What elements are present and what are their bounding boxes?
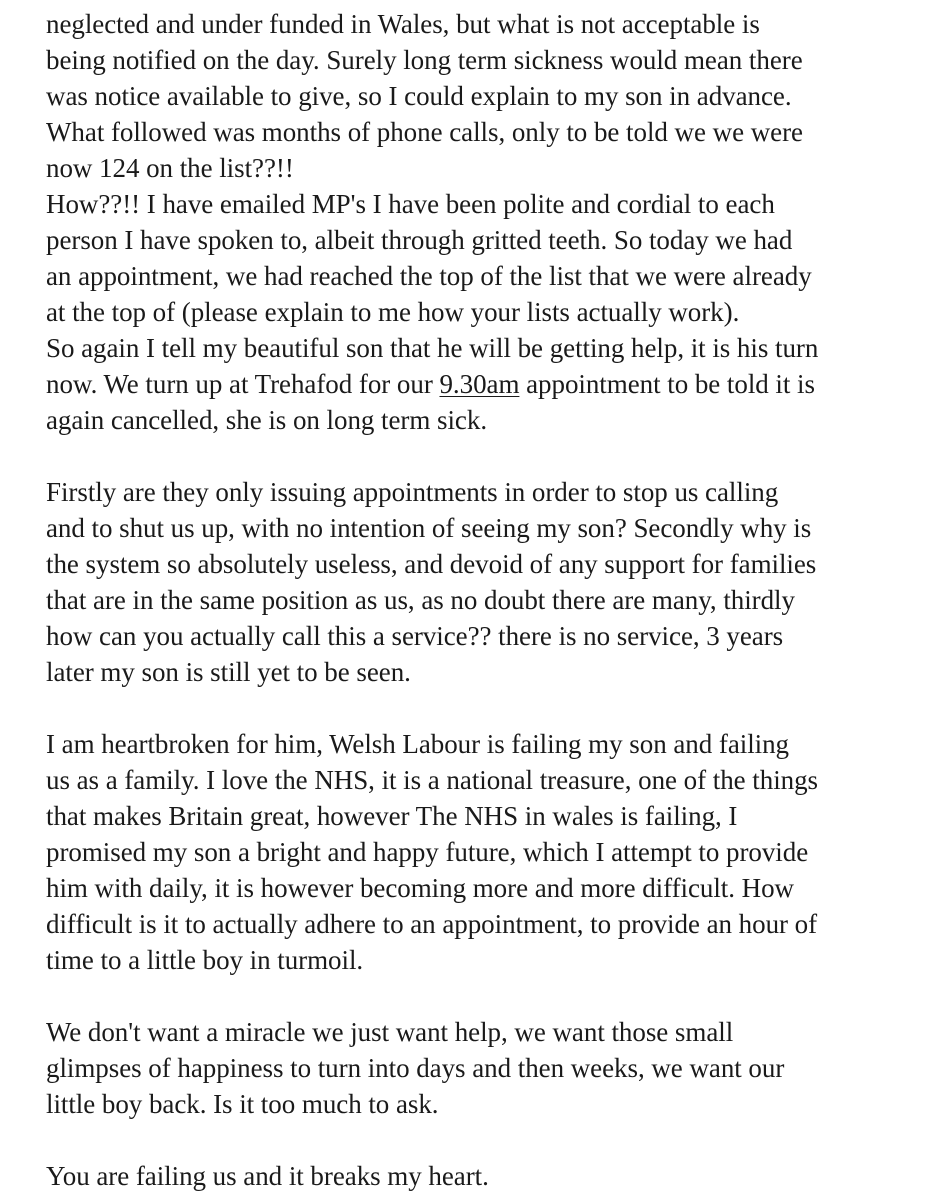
text-line: at the top of (please explain to me how your lists actually work). <box>46 297 740 327</box>
text-line: You are failing us and it breaks my heart. <box>46 1161 489 1191</box>
text-line: promised my son a bright and happy future, which I attempt to provide <box>46 837 809 867</box>
text-line: that makes Britain great, however The NHS in wales is failing, I <box>46 801 738 831</box>
text-line: Firstly are they only issuing appointments in order to stop us calling <box>46 477 779 507</box>
text-line: person I have spoken to, albeit through gritted teeth. So today we had <box>46 225 793 255</box>
text-line: now 124 on the list??!! <box>46 153 294 183</box>
paragraph-gap <box>46 690 916 726</box>
text-line: and to shut us up, with no intention of seeing my son? Secondly why is <box>46 513 812 543</box>
text-line: him with daily, it is however becoming more and more difficult. How <box>46 873 794 903</box>
appointment-time-link[interactable]: 9.30am <box>439 369 520 399</box>
text-line: glimpses of happiness to turn into days and then weeks, we want our <box>46 1053 785 1083</box>
text-line: that are in the same position as us, as no doubt there are many, thirdly <box>46 585 795 615</box>
paragraph-5 <box>46 1158 916 1194</box>
text-segment: appointment to be told it is <box>519 369 815 399</box>
text-line: was notice available to give, so I could explain to my son in advance. <box>46 81 792 111</box>
text-line: neglected and under funded in Wales, but what is not acceptable is <box>46 9 760 39</box>
paragraph-gap <box>46 1122 916 1158</box>
text-line: difficult is it to actually adhere to an appointment, to provide an hour of <box>46 909 818 939</box>
paragraph-1 <box>46 6 916 438</box>
text-line: time to a little boy in turmoil. <box>46 945 364 975</box>
text-line: How??!! I have emailed MP's I have been polite and cordial to each <box>46 189 775 219</box>
paragraph-gap <box>46 978 916 1014</box>
paragraph-2 <box>46 474 916 690</box>
text-line: us as a family. I love the NHS, it is a national treasure, one of the things <box>46 765 819 795</box>
text-line: What followed was months of phone calls, only to be told we we were <box>46 117 803 147</box>
text-line: We don't want a miracle we just want help, we want those small <box>46 1017 734 1047</box>
text-line: again cancelled, she is on long term sick. <box>46 405 488 435</box>
paragraph-gap <box>46 438 916 474</box>
text-line: being notified on the day. Surely long term sickness would mean there <box>46 45 803 75</box>
text-line: an appointment, we had reached the top of the list that we were already <box>46 261 812 291</box>
text-line-with-time-link <box>46 366 916 402</box>
text-line: how can you actually call this a service?? there is no service, 3 years <box>46 621 784 651</box>
text-line: I am heartbroken for him, Welsh Labour is failing my son and failing <box>46 729 790 759</box>
letter-body <box>46 6 916 1194</box>
text-segment: now. We turn up at Trehafod for our <box>46 369 440 399</box>
text-line: So again I tell my beautiful son that he will be getting help, it is his turn <box>46 333 819 363</box>
text-line: the system so absolutely useless, and devoid of any support for families <box>46 549 817 579</box>
text-line: later my son is still yet to be seen. <box>46 657 411 687</box>
paragraph-3 <box>46 726 916 978</box>
paragraph-4 <box>46 1014 916 1122</box>
text-line: little boy back. Is it too much to ask. <box>46 1089 439 1119</box>
